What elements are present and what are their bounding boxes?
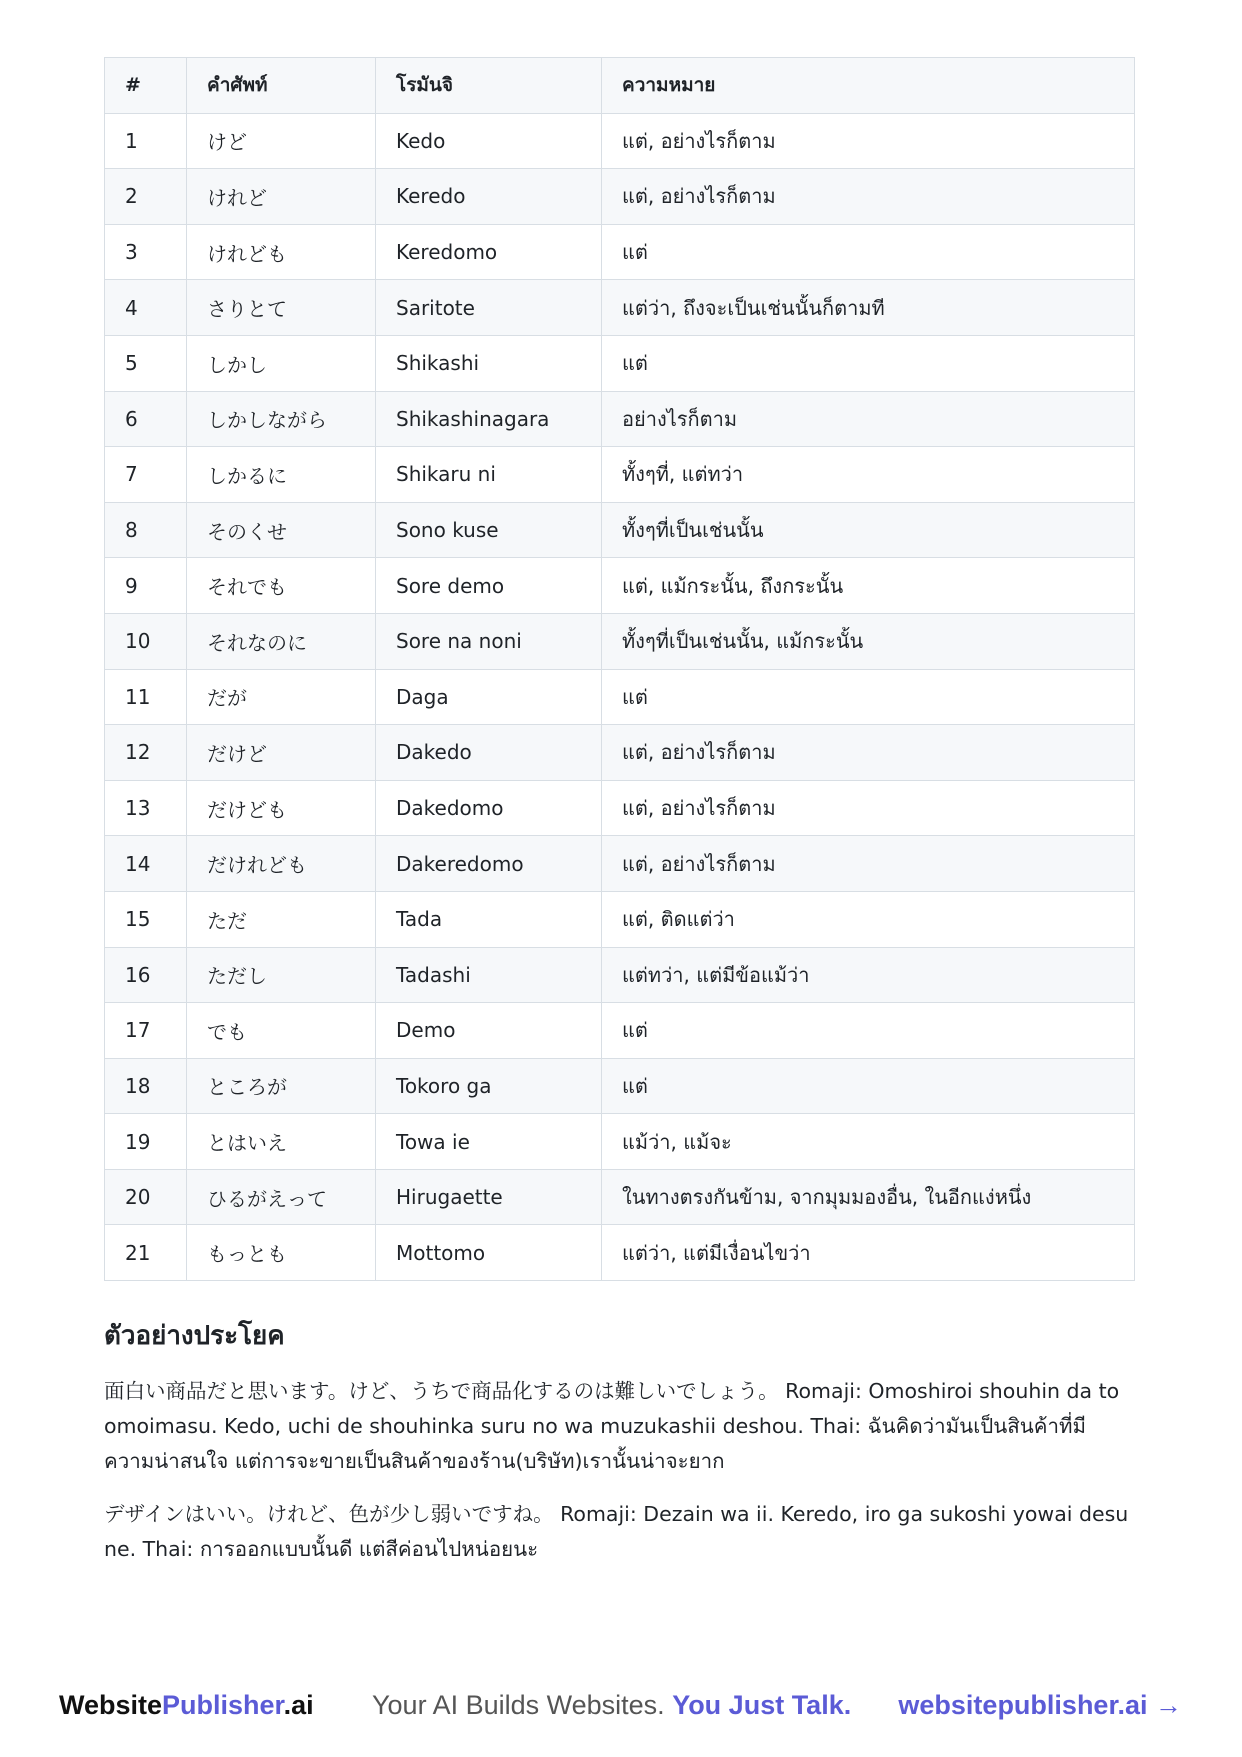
cell-vocabulary: さりとて [187, 280, 376, 336]
cell-meaning: แม้ว่า, แม้จะ [602, 1114, 1135, 1170]
table-row [105, 224, 1135, 280]
cell-vocabulary: けど [187, 113, 376, 169]
cell-romaji: Dakeredomo [376, 836, 602, 892]
cell-meaning: แต่ [602, 1003, 1135, 1059]
cell-vocabulary: だけれども [187, 836, 376, 892]
cell-vocabulary: しかるに [187, 447, 376, 503]
cell-romaji: Mottomo [376, 1225, 602, 1281]
cell-romaji: Tokoro ga [376, 1058, 602, 1114]
table-row [105, 780, 1135, 836]
vocabulary-table-container [104, 57, 1134, 1281]
table-row [105, 891, 1135, 947]
cell-vocabulary: しかし [187, 335, 376, 391]
cell-meaning: ในทางตรงกันข้าม, จากมุมมองอื่น, ในอีกแง่หนึ่ง [602, 1169, 1135, 1225]
table-row [105, 502, 1135, 558]
table-row [105, 447, 1135, 503]
brand-part-publisher: Publisher [162, 1690, 284, 1720]
table-row [105, 391, 1135, 447]
cell-number: 4 [105, 280, 187, 336]
cell-meaning: แต่ [602, 669, 1135, 725]
table-row [105, 669, 1135, 725]
cell-meaning: แต่ว่า, แต่มีเงื่อนไขว่า [602, 1225, 1135, 1281]
cell-number: 15 [105, 891, 187, 947]
cell-romaji: Kedo [376, 113, 602, 169]
tagline-accent: You Just Talk. [672, 1690, 852, 1720]
table-row [105, 169, 1135, 225]
cell-number: 18 [105, 1058, 187, 1114]
cell-number: 21 [105, 1225, 187, 1281]
cell-vocabulary: けれども [187, 224, 376, 280]
table-row [105, 613, 1135, 669]
cell-romaji: Towa ie [376, 1114, 602, 1170]
cell-vocabulary: ひるがえって [187, 1169, 376, 1225]
cell-number: 17 [105, 1003, 187, 1059]
cell-meaning: แต่, อย่างไรก็ตาม [602, 113, 1135, 169]
cell-vocabulary: でも [187, 1003, 376, 1059]
cell-meaning: แต่, อย่างไรก็ตาม [602, 169, 1135, 225]
cell-vocabulary: しかしながら [187, 391, 376, 447]
brand-part-ai: .ai [283, 1690, 314, 1720]
cell-meaning: แต่ [602, 224, 1135, 280]
cell-meaning: แต่, ติดแต่ว่า [602, 891, 1135, 947]
header-romaji: โรมันจิ [376, 58, 602, 114]
table-row [105, 725, 1135, 781]
cell-number: 1 [105, 113, 187, 169]
cell-meaning: แต่, แม้กระนั้น, ถึงกระนั้น [602, 558, 1135, 614]
cell-number: 13 [105, 780, 187, 836]
cell-meaning: แต่ว่า, ถึงจะเป็นเช่นนั้นก็ตามที [602, 280, 1135, 336]
cell-romaji: Hirugaette [376, 1169, 602, 1225]
table-body [105, 113, 1135, 1280]
cell-number: 6 [105, 391, 187, 447]
cell-romaji: Shikashi [376, 335, 602, 391]
cell-romaji: Saritote [376, 280, 602, 336]
table-row [105, 1003, 1135, 1059]
cell-meaning: อย่างไรก็ตาม [602, 391, 1135, 447]
cell-romaji: Dakedo [376, 725, 602, 781]
cell-number: 19 [105, 1114, 187, 1170]
cell-number: 2 [105, 169, 187, 225]
cell-vocabulary: だけど [187, 725, 376, 781]
example-paragraph: 面白い商品だと思います。けど、うちで商品化するのは難しいでしょう。 Romaji: Omoshiroi shouhin da to omoimasu. Kedo, uchi de shouhinka suru no wa muzukashii deshou. Thai: ฉันคิดว่ามันเป็นสินค้าที่มีความน่าสนใจ แต่การจะขายเป็นสินค้าของร้าน(บริษัท)เรานั้นน่าจะยาก [104, 1379, 1120, 1473]
section-heading: ตัวอย่างประโยค [104, 1321, 285, 1351]
tagline [372, 1690, 851, 1721]
cell-romaji: Sono kuse [376, 502, 602, 558]
cell-meaning: ทั้งๆที่เป็นเช่นนั้น, แม้กระนั้น [602, 613, 1135, 669]
cell-number: 12 [105, 725, 187, 781]
table-row [105, 947, 1135, 1003]
cell-meaning: แต่ทว่า, แต่มีข้อแม้ว่า [602, 947, 1135, 1003]
table-row [105, 1058, 1135, 1114]
table-header-row [105, 58, 1135, 114]
cell-vocabulary: ただ [187, 891, 376, 947]
cell-vocabulary: それなのに [187, 613, 376, 669]
cell-romaji: Sore na noni [376, 613, 602, 669]
brand-logo[interactable] [59, 1690, 314, 1721]
brand-part-website: Website [59, 1690, 163, 1720]
cell-number: 7 [105, 447, 187, 503]
cell-number: 16 [105, 947, 187, 1003]
cell-vocabulary: だけども [187, 780, 376, 836]
cell-romaji: Dakedomo [376, 780, 602, 836]
header-meaning: ความหมาย [602, 58, 1135, 114]
table-row [105, 1169, 1135, 1225]
header-vocabulary: คำศัพท์ [187, 58, 376, 114]
cell-meaning: แต่, อย่างไรก็ตาม [602, 836, 1135, 892]
cell-number: 10 [105, 613, 187, 669]
table-row [105, 335, 1135, 391]
example-paragraph: デザインはいい。けれど、色が少し弱いですね。 Romaji: Dezain wa ii. Keredo, iro ga sukoshi yowai desu ne. Thai: การออกแบบนั้นดี แต่สีค่อนไปหน่อยนะ [104, 1502, 1129, 1561]
header-number: # [105, 58, 187, 114]
cell-meaning: แต่ [602, 1058, 1135, 1114]
cell-vocabulary: ただし [187, 947, 376, 1003]
cell-romaji: Shikaru ni [376, 447, 602, 503]
cell-number: 3 [105, 224, 187, 280]
table-row [105, 280, 1135, 336]
cell-meaning: แต่ [602, 335, 1135, 391]
cell-romaji: Tada [376, 891, 602, 947]
cell-vocabulary: ところが [187, 1058, 376, 1114]
footer [0, 1690, 1242, 1730]
cell-romaji: Keredomo [376, 224, 602, 280]
website-link[interactable]: websitepublisher.ai → [898, 1690, 1182, 1720]
table-row [105, 113, 1135, 169]
cell-romaji: Tadashi [376, 947, 602, 1003]
cell-vocabulary: だが [187, 669, 376, 725]
cell-romaji: Demo [376, 1003, 602, 1059]
table-row [105, 836, 1135, 892]
cell-meaning: แต่, อย่างไรก็ตาม [602, 725, 1135, 781]
cell-romaji: Sore demo [376, 558, 602, 614]
cell-romaji: Daga [376, 669, 602, 725]
cell-number: 9 [105, 558, 187, 614]
cell-number: 20 [105, 1169, 187, 1225]
table-row [105, 558, 1135, 614]
table-row [105, 1114, 1135, 1170]
cell-vocabulary: とはいえ [187, 1114, 376, 1170]
cell-meaning: ทั้งๆที่, แต่ทว่า [602, 447, 1135, 503]
cell-vocabulary: もっとも [187, 1225, 376, 1281]
cell-number: 11 [105, 669, 187, 725]
tagline-plain: Your AI Builds Websites. [372, 1690, 665, 1720]
cell-romaji: Keredo [376, 169, 602, 225]
cell-number: 5 [105, 335, 187, 391]
cell-number: 14 [105, 836, 187, 892]
vocabulary-table [104, 57, 1135, 1281]
cell-number: 8 [105, 502, 187, 558]
cell-vocabulary: そのくせ [187, 502, 376, 558]
cell-meaning: ทั้งๆที่เป็นเช่นนั้น [602, 502, 1135, 558]
cell-vocabulary: けれど [187, 169, 376, 225]
example-sentences-section [104, 1316, 1134, 1585]
cell-vocabulary: それでも [187, 558, 376, 614]
cell-meaning: แต่, อย่างไรก็ตาม [602, 780, 1135, 836]
cell-romaji: Shikashinagara [376, 391, 602, 447]
table-row [105, 1225, 1135, 1281]
